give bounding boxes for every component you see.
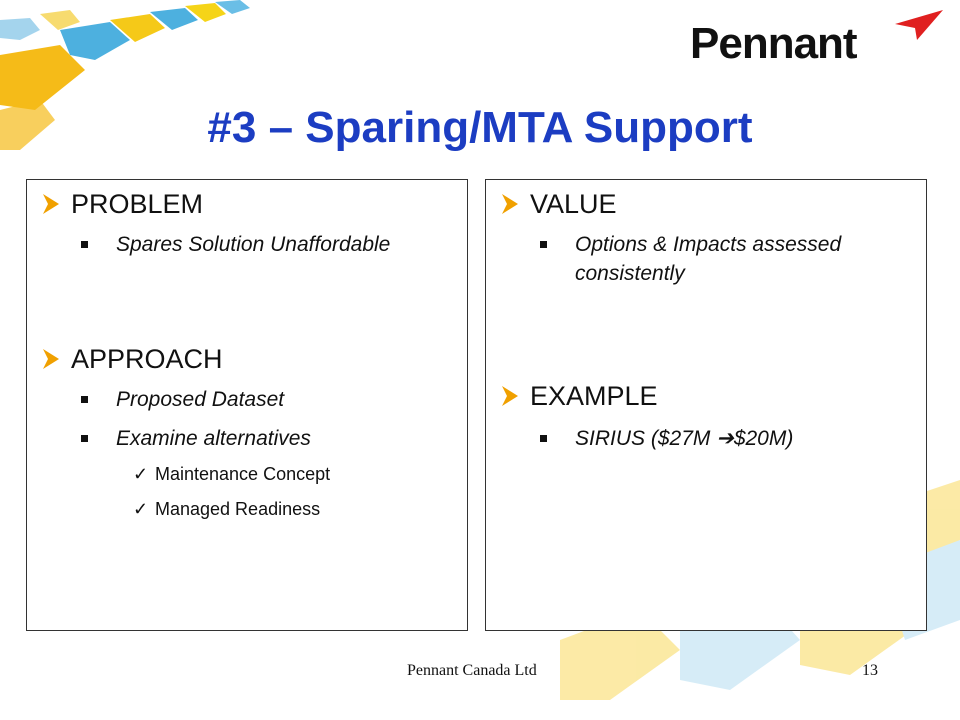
arrow-bullet-icon [43, 194, 59, 214]
pennant-flag-icon [895, 10, 945, 42]
pennant-logo [690, 10, 945, 70]
slide-title: #3 – Sparing/MTA Support [207, 103, 753, 152]
checkmark-icon: ✓ [133, 464, 149, 484]
square-bullet-icon [81, 435, 88, 442]
arrow-bullet-icon [43, 349, 59, 369]
square-bullet-icon [540, 241, 547, 248]
list-item: Proposed Dataset [81, 385, 441, 414]
list-item: Spares Solution Unaffordable [81, 230, 441, 259]
right-arrow-icon: ➔ [716, 427, 734, 450]
page-number: 13 [862, 662, 878, 679]
check-item: ✓ Maintenance Concept [133, 464, 331, 484]
list-item: Examine alternatives [81, 424, 441, 453]
value-example-panel [485, 179, 927, 631]
arrow-bullet-icon [502, 194, 518, 214]
example-heading: EXAMPLE [530, 381, 658, 411]
square-bullet-icon [81, 241, 88, 248]
square-bullet-icon [81, 396, 88, 403]
value-heading-row [502, 188, 617, 220]
value-heading: VALUE [530, 189, 617, 219]
approach-heading-row [43, 343, 223, 375]
list-item: SIRIUS ($27M ➔$20M) [540, 424, 920, 453]
problem-approach-panel [26, 179, 468, 631]
check-item: ✓ Managed Readiness [133, 499, 321, 519]
problem-heading-row [43, 188, 203, 220]
list-item: Options & Impacts assessed consistently [540, 230, 920, 288]
checkmark-icon: ✓ [133, 499, 149, 519]
example-heading-row [502, 380, 658, 412]
approach-heading: APPROACH [71, 344, 223, 374]
square-bullet-icon [540, 435, 547, 442]
problem-heading: PROBLEM [71, 189, 204, 219]
arrow-bullet-icon [502, 386, 518, 406]
footer-company: Pennant Canada Ltd [407, 662, 537, 679]
logo-wordmark: Pennant [690, 19, 857, 68]
